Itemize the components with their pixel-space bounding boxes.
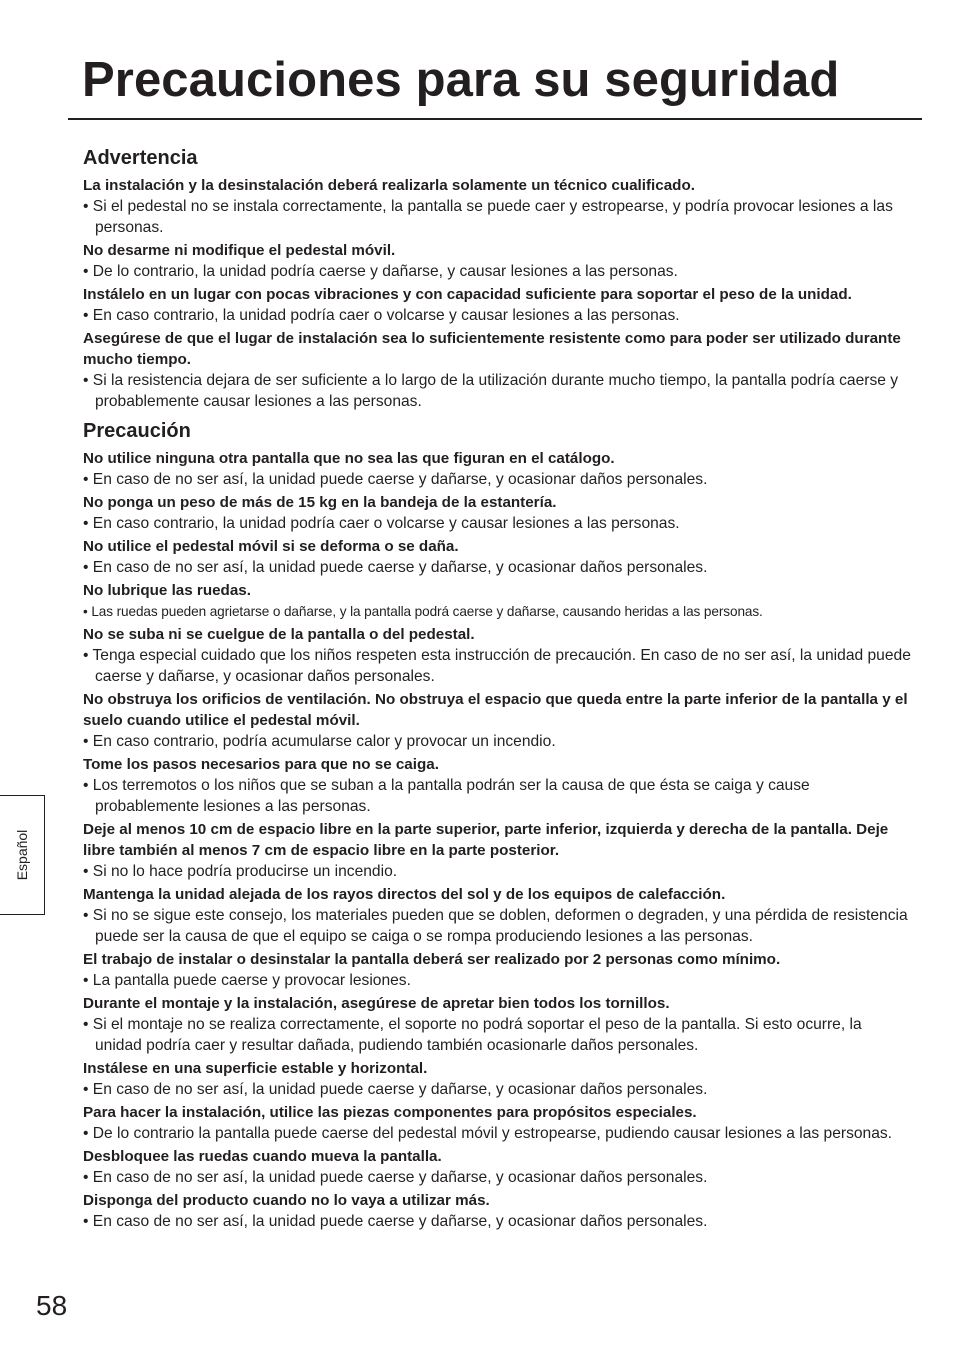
caution-item-bullet: • En caso contrario, podría acumularse calor y provocar un incendio.	[83, 733, 556, 750]
title-divider	[68, 118, 922, 120]
warning-item-heading: La instalación y la desinstalación deberá realizarla solamente un técnico cualificado.	[83, 177, 695, 194]
caution-item-bullet: • La pantalla puede caerse y provocar lesiones.	[83, 972, 411, 989]
caution-section	[83, 418, 911, 1232]
warning-item-bullet: • Si la resistencia dejara de ser suficiente a lo largo de la utilización durante mucho tiempo, la pantalla podría caerse y probablemente causar lesiones a las personas.	[83, 372, 899, 410]
language-tab	[0, 795, 45, 915]
caution-item-bullet: • En caso de no ser así, la unidad puede caerse y dañarse, y ocasionar daños personales.	[83, 1081, 708, 1098]
caution-item-heading: No ponga un peso de más de 15 kg en la bandeja de la estantería.	[83, 494, 557, 511]
warning-item-bullet: • Si el pedestal no se instala correctamente, la pantalla se puede caer y estropearse, y podría provocar lesiones a las personas.	[83, 198, 893, 236]
caution-item-bullet: • Los terremotos o los niños que se suban a la pantalla podrán ser la causa de que ésta se caiga y cause probablemente lesiones a las personas.	[83, 777, 810, 815]
warning-item-bullet: • En caso contrario, la unidad podría caer o volcarse y causar lesiones a las personas.	[83, 307, 680, 324]
caution-item-heading: No obstruya los orificios de ventilación. No obstruya el espacio que queda entre la parte inferior de la pantalla y el suelo cuando utilice el pedestal móvil.	[83, 691, 908, 729]
caution-item-heading: No lubrique las ruedas.	[83, 582, 251, 599]
warning-item-bullet: • De lo contrario, la unidad podría caerse y dañarse, y causar lesiones a las personas.	[83, 263, 678, 280]
warning-section	[83, 145, 911, 412]
warning-item-heading: Asegúrese de que el lugar de instalación sea lo suficientemente resistente como para poder ser utilizado durante mucho tiempo.	[83, 330, 901, 368]
caution-item-heading: Mantenga la unidad alejada de los rayos directos del sol y de los equipos de calefacción.	[83, 886, 726, 903]
caution-item-bullet: • En caso de no ser así, la unidad puede caerse y dañarse, y ocasionar daños personales.	[83, 559, 708, 576]
page-title: Precauciones para su seguridad	[82, 53, 840, 107]
safety-content	[83, 145, 911, 1234]
caution-item-bullet: • En caso de no ser así, la unidad puede caerse y dañarse, y ocasionar daños personales.	[83, 1169, 708, 1186]
warning-title: Advertencia	[83, 147, 198, 169]
warning-item-heading: Instálelo en un lugar con pocas vibraciones y con capacidad suficiente para soportar el peso de la unidad.	[83, 286, 852, 303]
caution-item-bullet: • Tenga especial cuidado que los niños respeten esta instrucción de precaución. En caso de no ser así, la unidad puede caerse y dañarse, y ocasionar daños personales.	[83, 647, 911, 685]
caution-title: Precaución	[83, 420, 191, 442]
caution-item-heading: El trabajo de instalar o desinstalar la pantalla deberá ser realizado por 2 personas como mínimo.	[83, 951, 781, 968]
caution-item-heading: Deje al menos 10 cm de espacio libre en la parte superior, parte inferior, izquierda y derecha de la pantalla. Deje libre también al menos 7 cm de espacio libre en la parte posterior.	[83, 821, 889, 859]
caution-item-bullet: • En caso de no ser así, la unidad puede caerse y dañarse, y ocasionar daños personales.	[83, 1213, 708, 1230]
language-tab-label: Español	[14, 829, 30, 881]
caution-item-bullet: • Si no lo hace podría producirse un incendio.	[83, 863, 398, 880]
caution-item-heading: No utilice ninguna otra pantalla que no sea las que figuran en el catálogo.	[83, 450, 615, 467]
caution-item-heading: Disponga del producto cuando no lo vaya a utilizar más.	[83, 1192, 490, 1209]
caution-item-heading: Para hacer la instalación, utilice las piezas componentes para propósitos especiales.	[83, 1104, 697, 1121]
warning-item-heading: No desarme ni modifique el pedestal móvil.	[83, 242, 396, 259]
caution-item-bullet: • En caso de no ser así, la unidad puede caerse y dañarse, y ocasionar daños personales.	[83, 471, 708, 488]
caution-item-heading: No utilice el pedestal móvil si se deforma o se daña.	[83, 538, 459, 555]
caution-item-heading: Tome los pasos necesarios para que no se caiga.	[83, 756, 439, 773]
caution-item-bullet: • En caso contrario, la unidad podría caer o volcarse y causar lesiones a las personas.	[83, 515, 680, 532]
caution-item-heading: No se suba ni se cuelgue de la pantalla o del pedestal.	[83, 626, 475, 643]
caution-item-bullet: • De lo contrario la pantalla puede caerse del pedestal móvil y estropearse, pudiendo causar lesiones a las personas.	[83, 1125, 893, 1142]
caution-item-bullet: • Las ruedas pueden agrietarse o dañarse, y la pantalla podrá caerse y dañarse, causando heridas a las personas.	[83, 604, 763, 619]
caution-item-bullet: • Si el montaje no se realiza correctamente, el soporte no podrá soportar el peso de la pantalla. Si esto ocurre, la unidad podría caer y resultar dañada, pudiendo también ocasionarle daños personales.	[83, 1016, 862, 1054]
caution-item-heading: Instálese en una superficie estable y horizontal.	[83, 1060, 428, 1077]
caution-item-heading: Durante el montaje y la instalación, asegúrese de apretar bien todos los tornillos.	[83, 995, 670, 1012]
caution-item-heading: Desbloquee las ruedas cuando mueva la pantalla.	[83, 1148, 442, 1165]
caution-item-bullet: • Si no se sigue este consejo, los materiales pueden que se doblen, deformen o degraden, y una pérdida de resistencia puede ser la causa de que el equipo se caiga o se rompa produciendo lesiones a las personas.	[83, 907, 908, 945]
page-number: 58	[36, 1290, 68, 1321]
